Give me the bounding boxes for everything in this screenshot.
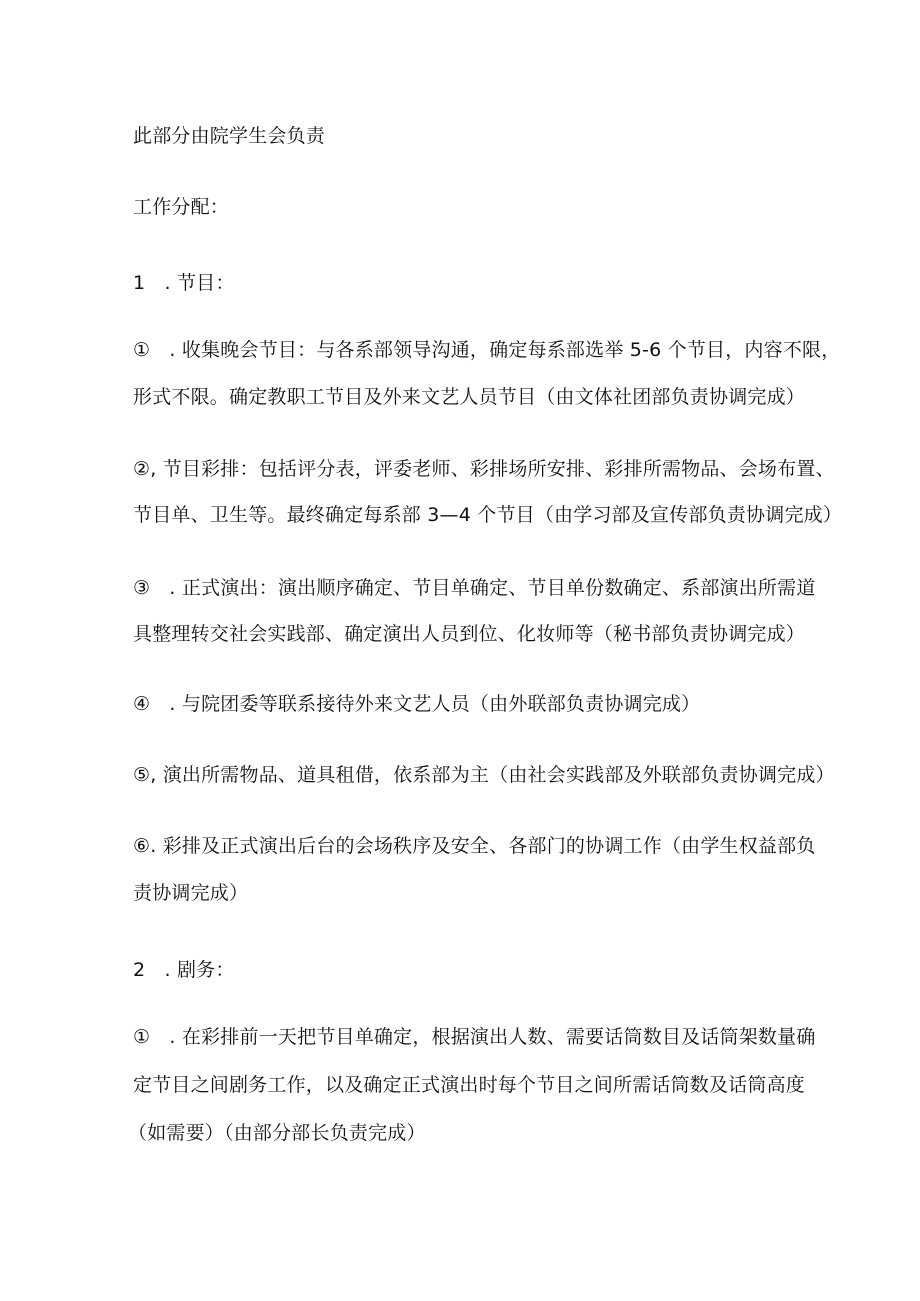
section-1-item-4-line-1: ④ . 与院团委等联系接待外来文艺人员（由外联部负责协调完成） bbox=[133, 693, 701, 715]
section-1-item-6-line-1: ⑥. 彩排及正式演出后台的会场秩序及安全、各部门的协调工作（由学生权益部负 bbox=[133, 835, 816, 857]
section-1-item-2-line-1: ②, 节目彩排：包括评分表，评委老师、彩排场所安排、彩排所需物品、会场布置、 bbox=[133, 458, 835, 480]
section-1-item-1-line-2: 形式不限。确定教职工节目及外来文艺人员节目（由文体社团部负责协调完成） bbox=[133, 386, 806, 408]
section-1-item-3-line-1: ③ . 正式演出：演出顺序确定、节目单确定、节目单份数确定、系部演出所需道 bbox=[133, 577, 816, 599]
section-2-item-1-line-3: （如需要）（由部分部长负责完成） bbox=[128, 1122, 426, 1144]
section-1-item-3-line-2: 具整理转交社会实践部、确定演出人员到位、化妆师等（秘书部负责协调完成） bbox=[133, 623, 806, 645]
section-2-item-1-line-2: 定节目之间剧务工作，以及确定正式演出时每个节目之间所需话筒数及话筒高度 bbox=[133, 1074, 806, 1096]
section-1-item-2-line-2: 节目单、卫生等。最终确定每系部 3—4 个节目（由学习部及宣传部负责协调完成） bbox=[133, 504, 843, 526]
section-1-item-1-line-1: ① . 收集晚会节目：与各系部领导沟通，确定每系部选举 5-6 个节目，内容不限， bbox=[133, 339, 841, 361]
section-2-heading: 2 . 剧务： bbox=[133, 959, 235, 981]
section-1-heading: 1 . 节目： bbox=[133, 272, 235, 294]
section-1-item-5-line-1: ⑤, 演出所需物品、道具租借，依系部为主（由社会实践部及外联部负责协调完成） bbox=[133, 764, 835, 786]
section-2-item-1-line-1: ① . 在彩排前一天把节目单确定，根据演出人数、需要话筒数目及话筒架数量确 bbox=[133, 1026, 816, 1048]
intro-text: 此部分由院学生会负责 bbox=[133, 125, 326, 147]
work-allocation-title: 工作分配： bbox=[133, 196, 230, 218]
section-1-item-6-line-2: 责协调完成） bbox=[133, 882, 249, 904]
